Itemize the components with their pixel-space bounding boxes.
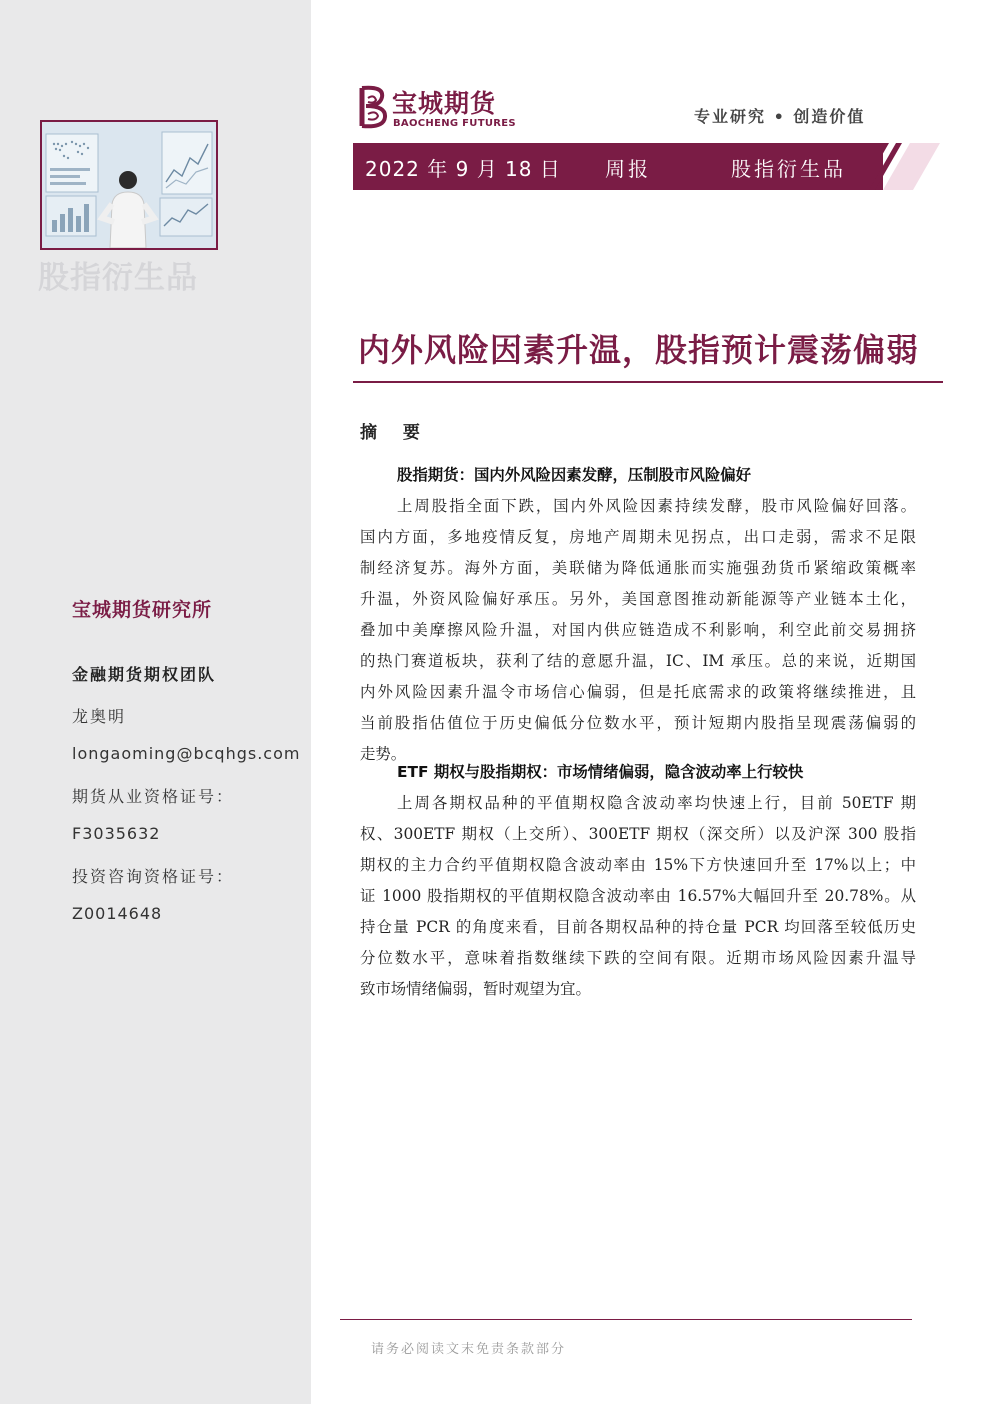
title-divider [353, 381, 943, 383]
paragraph-line: 分位数水平，意味着指数继续下跌的空间有限。近期市场风险因素升温导 [360, 949, 916, 967]
cover-photo [40, 120, 218, 250]
report-type: 周报 [605, 157, 651, 181]
paragraph-line: 上周股指全面下跌，国内外风险因素持续发酵，股市风险偏好回落。 [397, 497, 916, 515]
team-name: 金融期货期权团队 [72, 665, 217, 684]
paragraph-line: 内外风险因素升温令市场信心偏弱，但是托底需求的政策将继续推进，且 [360, 683, 916, 701]
investment-license-number: Z0014648 [72, 904, 163, 923]
footer-divider [340, 1319, 912, 1320]
paragraph-line: 上周各期权品种的平值期权隐含波动率均快速上行，目前 50ETF 期 [397, 794, 916, 812]
section-heading: 股指期货：国内外风险因素发酵，压制股市风险偏好 [397, 466, 751, 484]
analyst-email[interactable]: longaoming@bcqhgs.com [72, 744, 301, 763]
abstract-label: 摘 要 [360, 423, 430, 443]
sidebar-category: 股指衍生品 [38, 260, 198, 296]
section-options [360, 757, 916, 1005]
section-stock-index-futures [360, 460, 916, 770]
company-slogan: 专业研究 • 创造价值 [694, 107, 866, 126]
paragraph-line: 制经济复苏。海外方面，美联储为降低通胀而实施强劲货币紧缩政策概率 [360, 559, 916, 577]
logo-mark-icon [356, 84, 390, 130]
futures-license-number: F3035632 [72, 824, 161, 843]
footer-disclaimer: 请务必阅读文末免责条款部分 [371, 1342, 567, 1357]
paragraph-line: 的热门赛道板块，获利了结的意愿升温，IC、IM 承压。总的来说，近期国 [360, 652, 916, 670]
paragraph-line: 走势。 [360, 745, 407, 763]
report-banner [353, 143, 883, 190]
report-category: 股指衍生品 [731, 157, 846, 181]
analyst-name: 龙奥明 [72, 707, 127, 726]
section-heading: ETF 期权与股指期权：市场情绪偏弱，隐含波动率上行较快 [397, 763, 804, 781]
paragraph-line: 证 1000 股指期权的平值期权隐含波动率由 16.57%大幅回升至 20.78%。从 [360, 887, 916, 905]
company-logo [356, 84, 526, 130]
paragraph-line: 当前股指估值位于历史偏低分位数水平，预计短期内股指呈现震荡偏弱的 [360, 714, 916, 732]
paragraph-line: 国内方面，多地疫情反复，房地产周期未见拐点，出口走弱，需求不足限 [360, 528, 916, 546]
paragraph-line: 持仓量 PCR 的角度来看，目前各期权品种的持仓量 PCR 均回落至较低历史 [360, 918, 916, 936]
institute-name: 宝城期货研究所 [72, 599, 213, 621]
investment-license-label: 投资咨询资格证号： [72, 867, 235, 886]
report-date: 2022 年 9 月 18 日 [365, 157, 561, 181]
paragraph-line: 期权的主力合约平值期权隐含波动率由 15%下方快速回升至 17%以上；中 [360, 856, 916, 874]
paragraph-line: 叠加中美摩擦风险升温，对国内供应链造成不利影响，利空此前交易拥挤 [360, 621, 916, 639]
logo-chinese-name: 宝城期货 [392, 89, 497, 118]
sidebar [0, 0, 311, 1404]
paragraph-line: 升温，外资风险偏好承压。另外，美国意图推动新能源等产业链本土化， [360, 590, 916, 608]
report-title: 内外风险因素升温，股指预计震荡偏弱 [358, 331, 920, 369]
paragraph-line: 权、300ETF 期权（上交所）、300ETF 期权（深交所）以及沪深 300 股指 [360, 825, 916, 843]
futures-license-label: 期货从业资格证号： [72, 787, 235, 806]
paragraph-line: 致市场情绪偏弱，暂时观望为宜。 [360, 980, 591, 998]
banner-stripes-decoration [856, 143, 946, 190]
logo-english-name: BAOCHENG FUTURES [393, 118, 516, 129]
